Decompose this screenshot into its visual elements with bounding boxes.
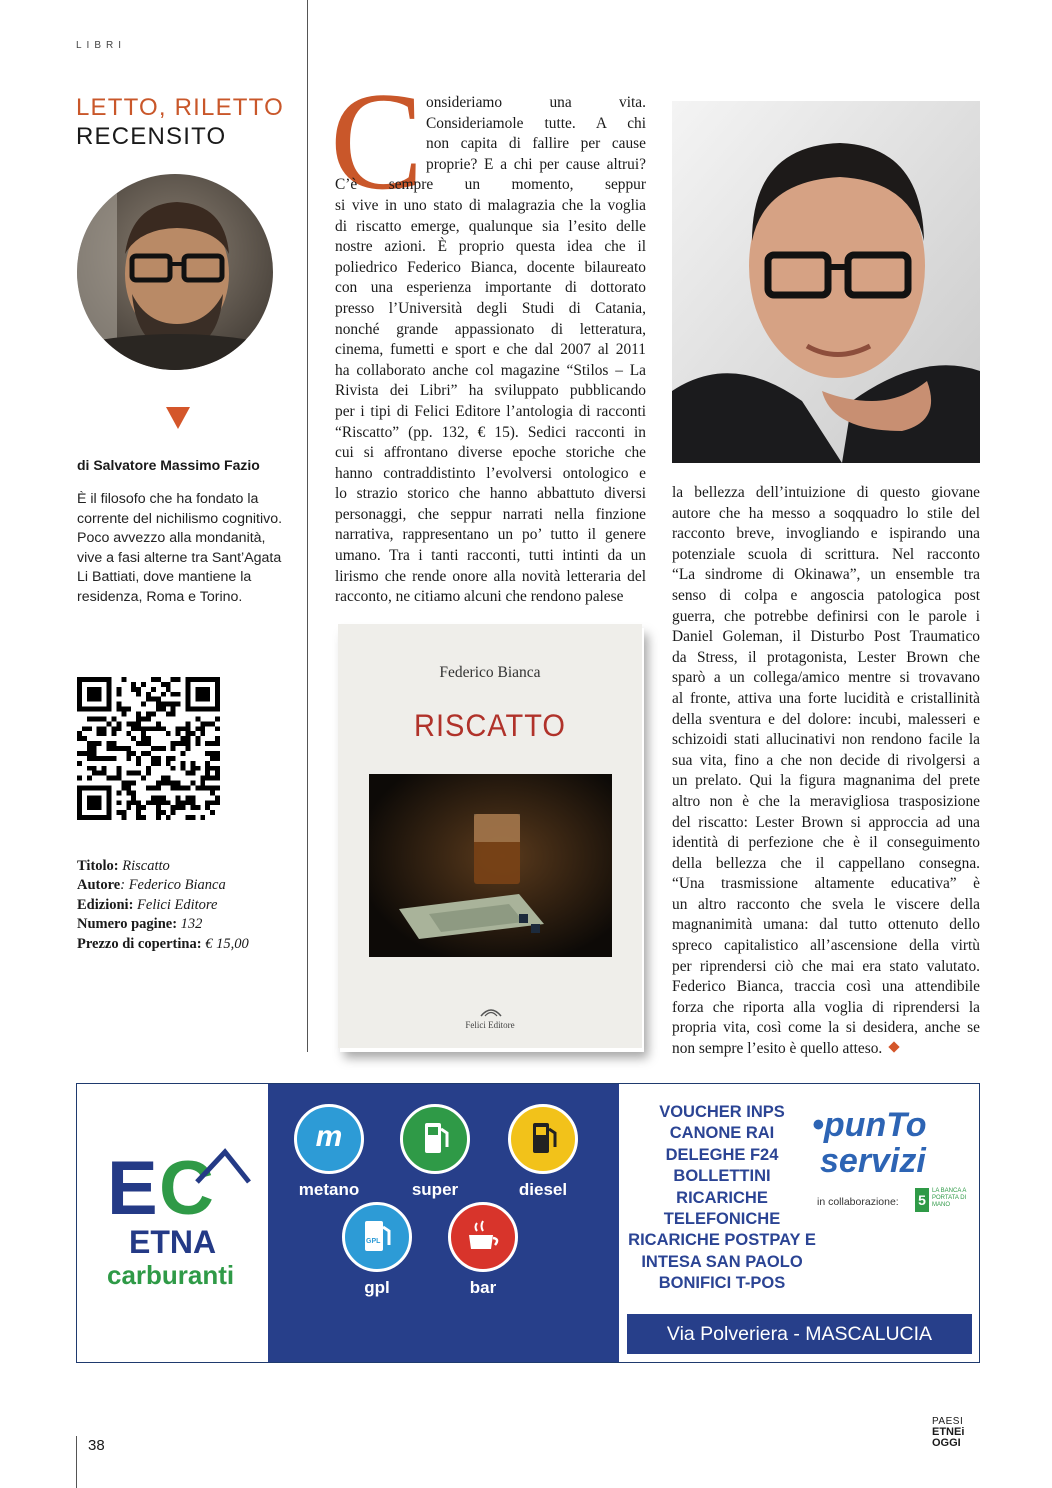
fuel-pump-icon <box>508 1104 578 1174</box>
article-line: propria vita, così come la si desidera, anche se <box>672 1019 980 1037</box>
article-line: C’è sempre un momento, seppur <box>335 176 646 194</box>
address-bar: Via Polveriera - MASCALUCIA <box>627 1314 972 1354</box>
article-line: altro non è che la meravigliosa trasposizione <box>672 792 980 810</box>
service-item: VOUCHER INPS <box>659 1103 785 1121</box>
author-photo <box>77 174 273 370</box>
punto-servizi-logo <box>812 1106 972 1186</box>
article-line: senso di colpa e angoscia patologica post <box>672 586 980 604</box>
magazine-logo <box>932 1416 982 1452</box>
logo-paesi: PAESI <box>932 1416 964 1427</box>
logo-line-2: servizi <box>820 1142 926 1180</box>
title-value: Riscatto <box>122 858 170 874</box>
article-line: “Riscatto” (pp. 132, € 15). Sedici racconti in <box>335 423 646 441</box>
logo-oggi: OGGI <box>932 1437 961 1449</box>
article-line: racconto breve, invogliando e ispirando una <box>672 525 980 543</box>
pages-label: Numero pagine: <box>77 916 178 933</box>
article-line: racconto, ne citiamo alcuni che rendono palese <box>335 588 624 606</box>
article-line: un altro racconto che svela le viscere della <box>672 895 980 913</box>
article-line: hanno contraddistinto l’evolversi ontologico e <box>335 464 646 482</box>
article-line: personaggi, che seppur narrati nella finzione <box>335 505 646 523</box>
article-line: cinema, fumetti e sport e che dal 2007 al 2011 <box>335 341 646 359</box>
subject-portrait <box>672 101 980 463</box>
footer-divider <box>76 1436 77 1488</box>
article-line: magnanimità umana: dal tutto ottenuto dello <box>672 916 980 934</box>
article-column-2 <box>672 483 980 1060</box>
article-line: lirismo che rende onore alla novità letteraria del <box>335 567 646 585</box>
svg-text:C: C <box>159 1146 214 1222</box>
brand-name-carburanti: carburanti <box>107 1260 235 1290</box>
column-divider <box>307 0 308 1052</box>
station-label: gpl <box>364 1278 390 1297</box>
book-cover <box>338 624 642 1048</box>
article-line: al fronte, attiva una forte lucidità e cristallinità <box>672 689 980 707</box>
svg-text:E: E <box>107 1146 158 1222</box>
article-line: cui si affrontano diverse epoche storiche che <box>335 444 646 462</box>
price-label: Prezzo di copertina: <box>77 935 202 952</box>
author-value: : Federico Bianca <box>120 877 226 894</box>
services-list <box>622 1102 822 1295</box>
article-line: ha collaborato anche col magazine “Stilos – La <box>335 361 646 379</box>
article-line: nonché grande appassionato di letteratura, <box>335 320 646 338</box>
service-item: TELEFONICHE <box>663 1210 781 1229</box>
article-line: della sventura e del dolore: incubi, malesseri e <box>672 710 980 728</box>
qr-code[interactable] <box>77 677 220 820</box>
station-diesel <box>508 1104 578 1200</box>
down-triangle-icon <box>166 407 190 429</box>
logo-line-1: •punTo <box>812 1106 927 1144</box>
article-line: si vive in uno stato di malagrazia che la voglia <box>335 196 646 214</box>
svg-text:GPL: GPL <box>366 1238 381 1245</box>
author-label: Autore <box>77 877 121 894</box>
article-line: nostre azioni. È proprio questa idea che il <box>335 238 646 256</box>
article-column-1 <box>335 93 646 608</box>
article-line: autore che ha messo a soqquadro lo stile del <box>672 504 980 522</box>
article-line: onsideriamo una vita. <box>426 94 646 111</box>
pages-value: 132 <box>180 916 203 933</box>
station-label: metano <box>298 1180 360 1199</box>
article-line: schizoidi stati allucinativi non rendono facile la <box>672 731 980 749</box>
fuel-pump-icon <box>400 1104 470 1174</box>
article-line: sparò a un collega/amico mentre si trovavano <box>672 669 980 687</box>
publisher-label: Edizioni: <box>77 896 134 913</box>
article-line: “La sindrome di Okinawa”, un ensemble tra <box>672 566 980 584</box>
article-line: guerra, che potrebbe definirsi con le parole i <box>672 607 980 625</box>
service-item: RICARICHE <box>676 1188 768 1207</box>
article-line: presso l’Università degli Studi di Catania, <box>335 299 646 317</box>
article-line: per i tipi di Felici Editore l’antologia di racconti <box>335 402 646 420</box>
station-super <box>400 1104 470 1200</box>
service-item: RICARICHE POSTPAY E <box>628 1231 816 1250</box>
article-line: potenziale scuola di scrittura. Nel racconto <box>672 545 980 563</box>
publisher-logo-icon <box>479 1004 503 1018</box>
drop-cap: C <box>330 64 424 219</box>
page-number: 38 <box>88 1437 105 1454</box>
service-item: CANONE RAI <box>669 1124 775 1143</box>
cover-publisher: Felici Editore <box>465 1020 515 1030</box>
bank-badge <box>915 1188 975 1220</box>
station-label: bar <box>469 1278 497 1297</box>
article-line: con una esperienza importante di dottorato <box>335 279 646 297</box>
article-line: forza che riporta alla voglia di riprendersi la <box>672 998 980 1016</box>
end-of-article-diamond-icon <box>889 1041 900 1052</box>
article-line: del riscatto: Lester Brown si approccia ad una <box>672 813 980 831</box>
article-line: poliedrico Federico Bianca, docente bilaureato <box>335 258 646 276</box>
brand-name-etna: ETNA <box>129 1224 217 1260</box>
article-line: di riscatto emerge, qualunque sia l’esito delle <box>335 217 646 235</box>
article-line: da Stress, il protagonista, Lester Brown che <box>672 648 980 666</box>
logo-etnei: ETNEi <box>932 1426 965 1438</box>
cover-title: RISCATTO <box>414 708 566 744</box>
article-title-line1: LETTO, RILETTO <box>76 94 284 121</box>
service-item: INTESA SAN PAOLO <box>641 1252 803 1271</box>
article-line: proprie? E a chi per cause altrui? <box>426 155 646 173</box>
service-item: DELEGHE F24 <box>665 1145 779 1164</box>
station-label: diesel <box>518 1180 568 1199</box>
article-line: sua vita, fino a che non decide di rivolgersi a <box>672 751 980 769</box>
station-bar <box>448 1202 518 1298</box>
section-label: LIBRI <box>76 40 127 51</box>
collaboration-label: in collaborazione: <box>817 1196 899 1208</box>
article-line: Rivista dei Libri” ha sviluppato pubblicando <box>335 382 646 400</box>
author-byline: di Salvatore Massimo Fazio <box>77 457 260 473</box>
article-line: Daniel Goleman, il Disturbo Post Traumatico <box>672 628 980 646</box>
article-line: per riprendersi ciò che mai era stato valutato. <box>672 957 980 975</box>
article-line: della bellezza che il cappellano consegna. <box>672 854 980 872</box>
article-line: non sempre l’esito è quello atteso. <box>672 1039 980 1060</box>
coffee-cup-icon <box>448 1202 518 1272</box>
price-value: € 15,00 <box>205 935 249 952</box>
article-line: non capita di fallire per cause <box>426 135 646 153</box>
advertisement[interactable] <box>76 1083 980 1363</box>
station-metano <box>294 1104 364 1200</box>
service-item: BOLLETTINI <box>673 1167 771 1186</box>
bank-number: 5 <box>915 1188 929 1212</box>
article-line: spreco capitalistico all’ascensione della virtù <box>672 937 980 955</box>
publisher-value: Felici Editore <box>137 896 218 913</box>
cover-author: Federico Bianca <box>439 664 541 681</box>
article-line: Consideriamole tutte. A chi <box>426 114 646 132</box>
fuel-services-panel <box>268 1084 619 1362</box>
article-line: un prelato. Qui la figura magnanima del prete <box>672 772 980 790</box>
article-line: narrativa, rappresentano un po’ tutto il genere <box>335 526 646 544</box>
article-line: Federico Bianca, traccia così una attendibile <box>672 978 980 996</box>
service-item: BONIFICI T-POS <box>658 1274 786 1293</box>
article-title-line2: RECENSITO <box>76 123 227 150</box>
cover-photo <box>369 774 612 957</box>
gpl-pump-icon <box>342 1202 412 1272</box>
title-label: Titolo: <box>77 858 119 874</box>
etna-carburanti-logo <box>97 1142 257 1312</box>
article-line: identità di perfezione che è il conseguimento <box>672 834 980 852</box>
bank-text: LA BANCA A PORTATA DI MANO <box>932 1188 967 1208</box>
station-gpl <box>342 1202 412 1298</box>
station-label: super <box>411 1180 459 1199</box>
article-line: “Una trasmissione altamente educativa” è <box>672 875 980 893</box>
book-info <box>77 857 249 954</box>
article-line: la bellezza dell’intuizione di questo giovane <box>672 484 980 501</box>
methane-icon: m <box>294 1104 364 1174</box>
article-line: umano. Tra i tanti racconti, tutti intinti da un <box>335 547 646 565</box>
author-bio: È il filosofo che ha fondato la corrente del nichilismo cognitivo. Poco avvezzo alla mondanità, vive a fasi alterne tra Sant’Agata Li Battiati, dove mantiene la residenza, Roma e Torino. <box>77 491 283 605</box>
article-line: lo strazio storico che hanno abbattuto diversi <box>335 485 646 503</box>
